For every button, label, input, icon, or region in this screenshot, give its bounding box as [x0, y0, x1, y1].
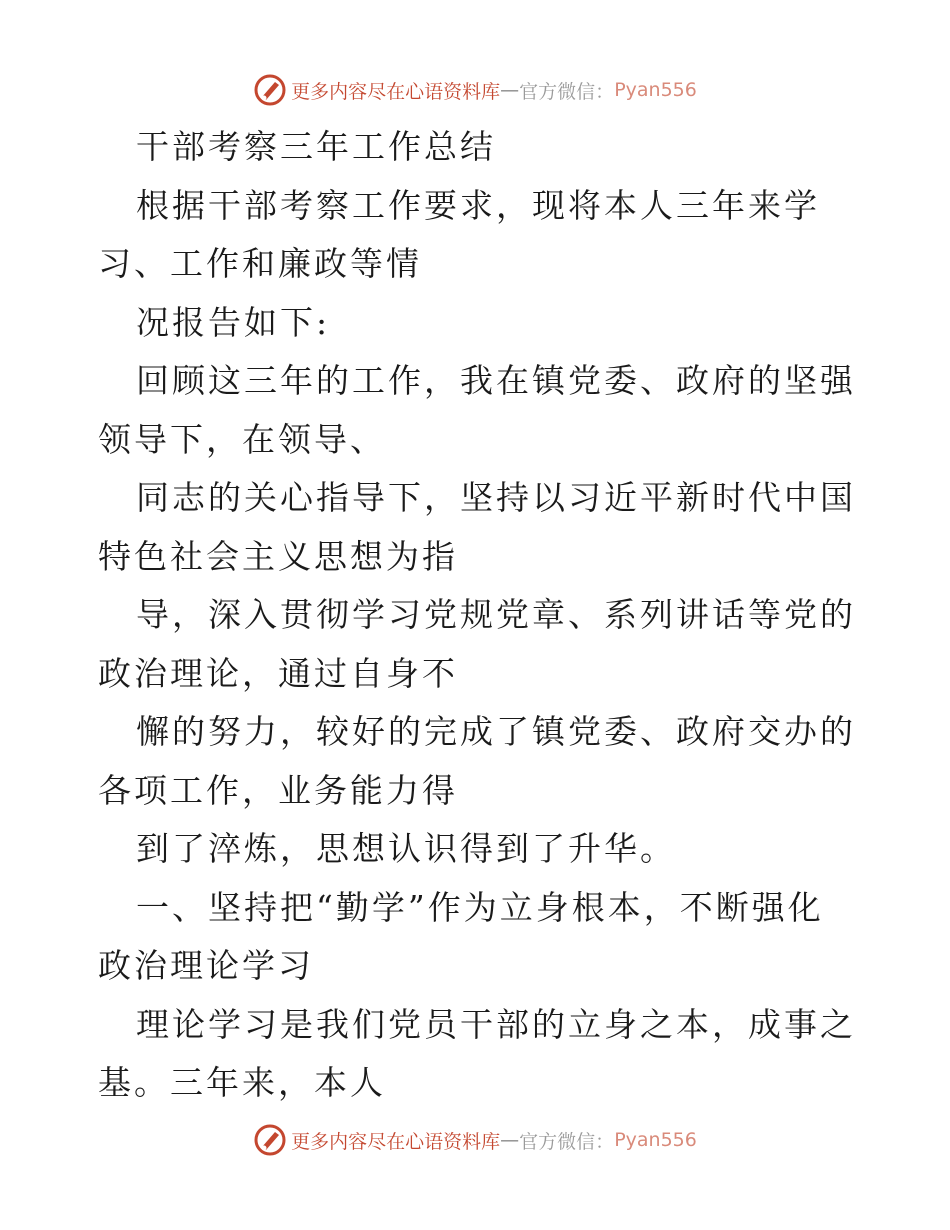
- banner-separator: —: [500, 79, 520, 101]
- document-line: 导，深入贯彻学习党规党章、系列讲话等党的政治理论，通过自身不: [98, 595, 856, 693]
- section-heading: 一、坚持把“勤学”作为立身根本，不断强化政治理论学习: [98, 887, 824, 985]
- document-line: 理论学习是我们党员干部的立身之本，成事之基。三年来，本人: [98, 1004, 856, 1102]
- banner-wechat-label: 官方微信：: [519, 80, 615, 103]
- document-line: 到了淬炼，思想认识得到了升华。: [136, 829, 676, 868]
- red-circle-pen-logo-icon: [253, 73, 287, 107]
- banner-main-text: 更多内容尽在心语资料库: [291, 1130, 501, 1153]
- banner-wechat-id: Pyan556: [614, 79, 697, 101]
- footer-watermark-banner: [0, 1120, 950, 1160]
- banner-wechat-label: 官方微信：: [519, 1130, 615, 1153]
- banner-separator: —: [500, 1129, 520, 1151]
- document-line: 况报告如下:: [136, 302, 331, 342]
- banner-wechat-id: Pyan556: [614, 1129, 697, 1151]
- header-watermark-banner: [0, 70, 950, 110]
- red-circle-pen-logo-icon: [253, 1123, 287, 1157]
- document-line: 同志的关心指导下，坚持以习近平新时代中国特色社会主义思想为指: [98, 478, 856, 576]
- document-line: 懈的努力，较好的完成了镇党委、政府交办的各项工作，业务能力得: [98, 712, 856, 810]
- document-line: 根据干部考察工作要求，现将本人三年来学习、工作和廉政等情: [98, 185, 820, 283]
- document-body: [98, 118, 858, 1113]
- document-title: 干部考察三年工作总结: [136, 127, 496, 166]
- banner-main-text: 更多内容尽在心语资料库: [291, 80, 501, 103]
- document-line: 回顾这三年的工作，我在镇党委、政府的坚强领导下，在领导、: [98, 361, 856, 459]
